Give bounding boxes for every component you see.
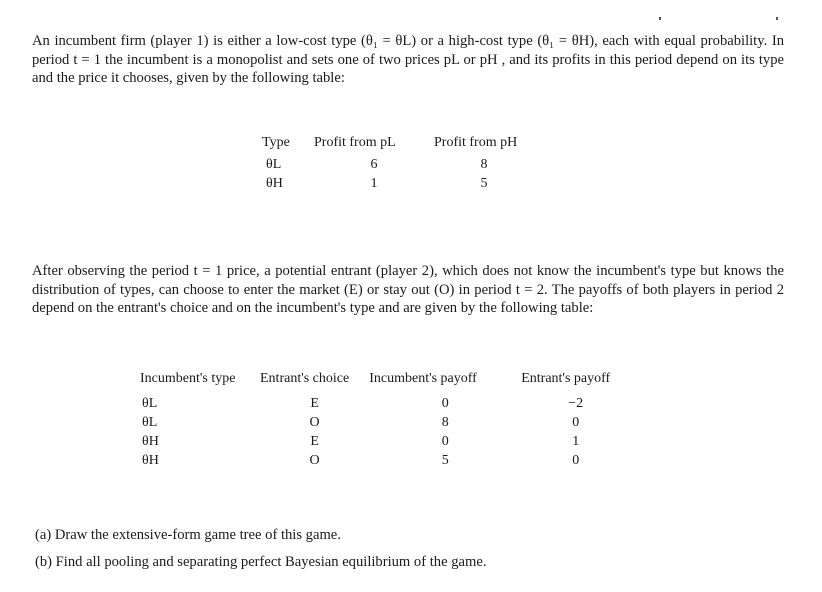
period-one-profit-table — [262, 131, 534, 193]
scan-mark — [659, 17, 661, 20]
header-entrant-choice: Entrant's choice — [260, 371, 350, 386]
cell-entrant-payoff: 0 — [572, 414, 580, 430]
cell-incumbent-payoff: 5 — [441, 452, 449, 468]
cell-entrant-payoff: 1 — [572, 433, 580, 449]
cell-incumbent-payoff: 0 — [441, 433, 449, 449]
table-row — [262, 174, 534, 193]
cell-incumbent-payoff: 0 — [441, 395, 449, 411]
cell-entrant-choice: O — [309, 452, 320, 468]
cell-entrant-choice: E — [310, 433, 319, 449]
cell-type: θL — [266, 156, 282, 172]
cell-incumbent-type: θL — [142, 395, 158, 411]
cell-profit-pl: 1 — [370, 175, 378, 191]
question-b: (b) Find all pooling and separating perfect Bayesian equilibrium of the game. — [35, 554, 487, 570]
header-entrant-payoff: Entrant's payoff — [521, 371, 611, 386]
header-type: Type — [262, 135, 290, 150]
table-row — [140, 413, 630, 432]
cell-incumbent-payoff: 8 — [441, 414, 449, 430]
cell-incumbent-type: θL — [142, 414, 158, 430]
table-header-row — [262, 131, 534, 155]
cell-incumbent-type: θH — [142, 433, 159, 449]
cell-profit-pl: 6 — [370, 156, 378, 172]
second-paragraph: After observing the period t = 1 price, a potential entrant (player 2), which does not know the incumbent's type but knows the distribution of types, can choose to enter the market (E) or stay out (O) in period t = 2. The payoffs of both players in period 2 depend on the entrant's choice and on the incumbent's type and are given by the following table: — [32, 263, 784, 317]
cell-entrant-payoff: 0 — [572, 452, 580, 468]
question-a: (a) Draw the extensive-form game tree of this game. — [35, 527, 341, 543]
header-incumbent-payoff: Incumbent's payoff — [369, 371, 477, 386]
intro-paragraph: An incumbent firm (player 1) is either a low-cost type (θ₁ = θL) or a high-cost type (θ₁ = θH), each with equal probability. In period t = 1 the incumbent is a monopolist and sets one of two prices pL or pH , and its profits in this period depend on its type and the price it chooses, given by the following table: — [32, 33, 784, 87]
table-row — [262, 155, 534, 174]
cell-profit-ph: 5 — [480, 175, 488, 191]
scan-mark — [776, 17, 778, 20]
header-profit-ph: Profit from pH — [434, 135, 518, 150]
table-row — [140, 451, 630, 470]
header-incumbent-type: Incumbent's type — [140, 371, 236, 386]
table-row — [140, 394, 630, 413]
table-header-row — [140, 364, 630, 394]
cell-profit-ph: 8 — [480, 156, 488, 172]
cell-entrant-payoff: −2 — [568, 395, 584, 411]
cell-entrant-choice: E — [310, 395, 319, 411]
cell-entrant-choice: O — [309, 414, 320, 430]
table-row — [140, 432, 630, 451]
cell-type: θH — [266, 175, 283, 191]
period-two-payoff-table — [140, 364, 630, 470]
cell-incumbent-type: θH — [142, 452, 159, 468]
header-profit-pl: Profit from pL — [314, 135, 396, 150]
